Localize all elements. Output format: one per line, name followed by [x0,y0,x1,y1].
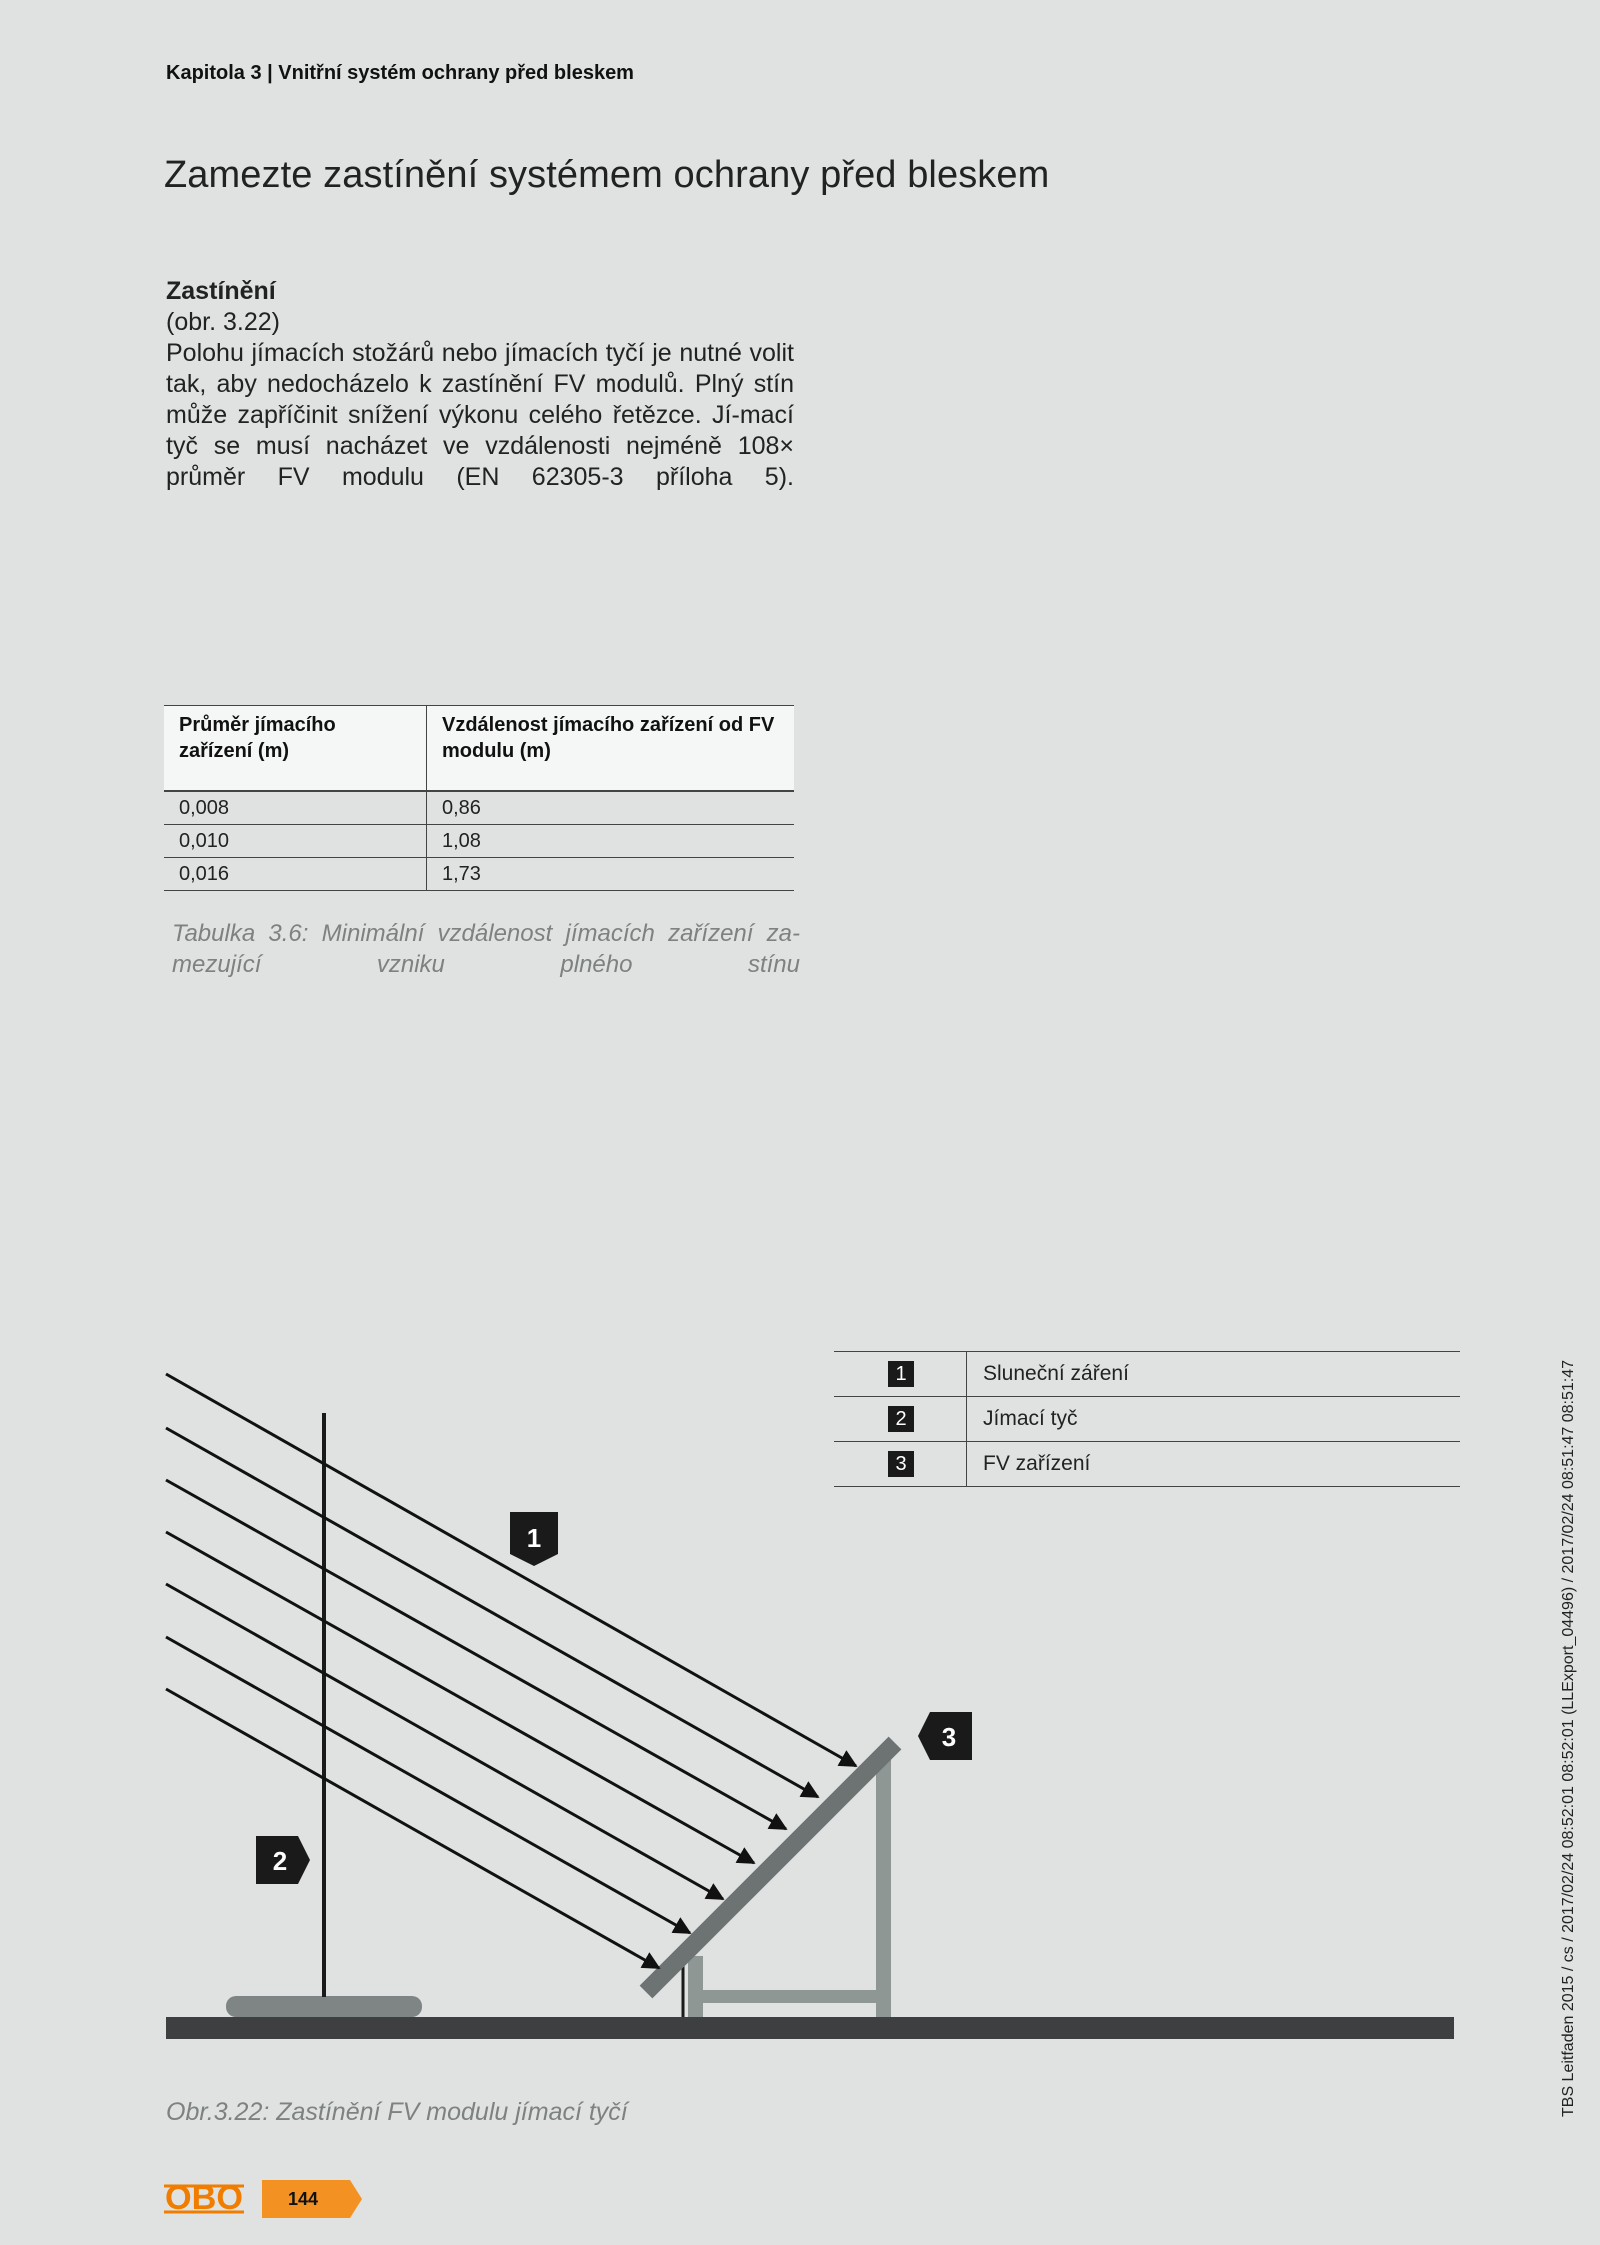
sun-ray [166,1428,818,1797]
legend-number: 2 [888,1406,914,1432]
ground [166,2017,1454,2039]
logo-text: OBO [165,2183,243,2215]
sun-ray [166,1374,856,1766]
sun-ray [166,1532,754,1863]
badge-label: 1 [526,1523,542,1553]
table-cell: 0,010 [164,825,427,858]
chapter-header: Kapitola 3 | Vnitřní systém ochrany před bleskem [166,62,634,84]
sun-ray [166,1480,786,1829]
table-header-distance: Vzdálenost jímacího zařízení od FV modulu (m) [427,706,795,791]
table-cell: 1,73 [427,858,795,891]
section-body: Polohu jímacích stožárů nebo jímacích tyčí je nutné volit tak, aby nedocházelo k zastínění FV modulů. Plný stín může zapříčinit snížení výkonu celého řetězce. Jí-mací tyč se musí nacházet ve vzdálenosti nejméně 108× průměr FV modulu (EN 62305-3 příloha 5). [166,339,794,491]
table-cell: 0,86 [427,792,795,825]
legend-number: 1 [888,1361,914,1387]
table-cell: 0,016 [164,858,427,891]
badge-pv [918,1712,972,1760]
sun-ray [166,1689,659,1968]
badge-rod [256,1836,310,1884]
figure-reference: (obr. 3.22) [166,308,280,336]
badge-sun [510,1512,558,1566]
table-header-diameter: Průměr jímacího zařízení (m) [164,706,427,791]
page-title: Zamezte zastínění systémem ochrany před bleskem [164,154,1050,196]
pv-support-frame [688,1760,891,2017]
pv-module [646,1743,895,1992]
rod-base [226,1996,422,2017]
figure-caption: Obr.3.22: Zastínění FV modulu jímací tyčí [166,2098,628,2126]
badge-label: 3 [941,1722,957,1752]
legend-label: Jímací tyč [967,1397,1461,1442]
sidebar-meta: TBS Leitfaden 2015 / cs / 2017/02/24 08:52:01 08:52:01 (LLExport_04496) / 2017/02/24 08:51:47 08:51:47 [1560,1359,1577,2117]
table-cell: 1,08 [427,825,795,858]
obo-logo [164,2183,244,2215]
table-caption: Tabulka 3.6: Minimální vzdálenost jímacích zařízení za-mezující vzniku plného stínu [172,920,800,978]
sun-ray [166,1584,723,1899]
badge-label: 2 [272,1846,288,1876]
section-subtitle: Zastínění [166,277,276,305]
table-cell: 0,008 [164,792,427,825]
page-number: 144 [287,2189,319,2209]
legend-label: Sluneční záření [967,1352,1461,1397]
legend-label: FV zařízení [967,1442,1461,1487]
legend-number: 3 [888,1451,914,1477]
